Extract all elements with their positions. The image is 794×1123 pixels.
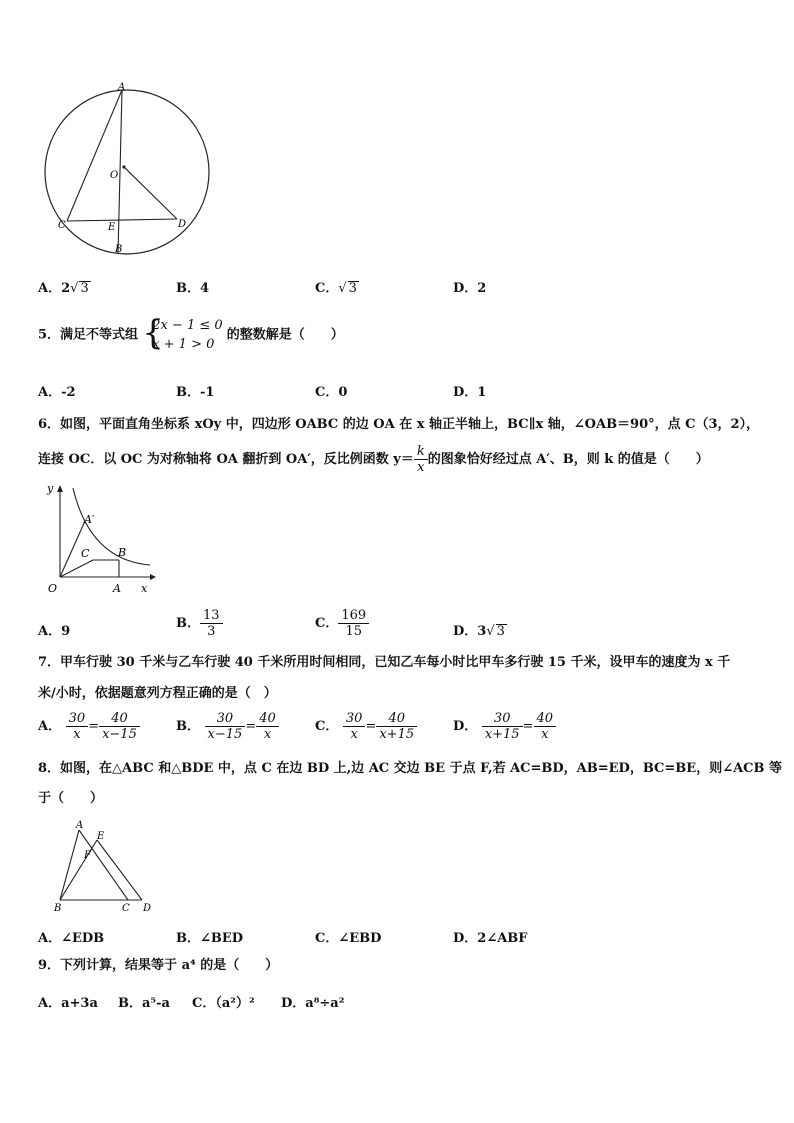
q7-option-b[interactable]: B． $\frac{30}{x-15}$ = $\frac{40}{x}$ — [176, 711, 279, 742]
label-b: B — [115, 244, 123, 255]
q6-option-a[interactable]: A．9 — [38, 624, 71, 639]
q6-line2: 连接 OC．以 OC 为对称轴将 OA 翻折到 OA′，反比例函数 y＝ $\frac{k}{x}$ 的图象恰好经过点 A′、B，则 k 的值是（ ） — [38, 444, 709, 475]
q4-option-a[interactable]: A．2√ 3 — [38, 281, 89, 296]
coordinate-figure — [35, 480, 160, 598]
circle-figure — [40, 80, 220, 260]
q8-line1: 8．如图，在△ABC 和△BDE 中，点 C 在边 BD 上,边 AC 交边 BE 于点 F,若 AC=BD，AB=ED，BC=BE，则∠ACB 等 — [38, 761, 783, 776]
label-y: y — [47, 482, 54, 495]
q8-option-c[interactable]: C．∠EBD — [315, 931, 382, 946]
label-e: E — [97, 831, 105, 842]
q7-line2: 米/小时，依据题意列方程正确的是（ ） — [38, 686, 277, 701]
label-d: D — [178, 219, 187, 230]
q9-stem: 9．下列计算，结果等于 a⁴ 的是（ ） — [38, 958, 279, 973]
label-a: A — [113, 582, 121, 595]
q9-option-c[interactable]: C．（a²）² — [192, 996, 255, 1011]
q9-option-d[interactable]: D．a⁸÷a² — [281, 996, 345, 1011]
label-a: A — [76, 820, 84, 831]
q6-line1: 6．如图，平面直角坐标系 xOy 中，四边形 OABC 的边 OA 在 x 轴正半轴上，BC∥x 轴，∠OAB＝90°，点 C（3，2）， — [38, 417, 760, 432]
q6-option-d[interactable]: D．3√ 3 — [453, 624, 505, 639]
label-c: C — [81, 547, 90, 560]
q6-option-b[interactable]: B． $\frac{13}{3}$ — [176, 608, 223, 639]
q4-option-b[interactable]: B．4 — [176, 281, 210, 296]
inequality-system: { 2x − 1 ≤ 0 x + 1 > 0 — [142, 313, 223, 353]
label-e: E — [108, 222, 116, 233]
q8-option-a[interactable]: A．∠EDB — [38, 931, 105, 946]
label-b: B — [118, 546, 127, 559]
label-c: C — [58, 220, 66, 231]
q7-option-c[interactable]: C． $\frac{30}{x}$ = $\frac{40}{x+15}$ — [315, 711, 417, 742]
label-a: A — [118, 82, 126, 93]
q5-option-b[interactable]: B．-1 — [176, 385, 215, 400]
q7-option-d[interactable]: D． $\frac{30}{x+15}$ = $\frac{40}{x}$ — [453, 711, 556, 742]
triangle-figure — [50, 818, 160, 914]
label-b: B — [54, 903, 62, 914]
q4-option-c[interactable]: C．√ 3 — [315, 281, 357, 296]
label-d: D — [143, 903, 152, 914]
q9-option-a[interactable]: A．a+3a — [38, 996, 98, 1011]
q5-stem: 5．满足不等式组 { 2x − 1 ≤ 0 x + 1 > 0 的整数解是（ ） — [38, 313, 344, 353]
label-c: C — [122, 903, 130, 914]
q8-line2: 于（ ） — [38, 791, 104, 806]
q5-option-d[interactable]: D．1 — [453, 385, 487, 400]
label-x: x — [141, 582, 148, 595]
q7-option-a[interactable]: A． $\frac{30}{x}$ = $\frac{40}{x-15}$ — [38, 711, 140, 742]
label-o: O — [48, 582, 58, 595]
label-o: O — [110, 170, 119, 181]
label-a-prime: A′ — [84, 513, 95, 526]
q7-line1: 7．甲车行驶 30 千米与乙车行驶 40 千米所用时间相同，已知乙车每小时比甲车多行驶 15 千米，设甲车的速度为 x 千 — [38, 655, 731, 670]
q6-option-c[interactable]: C． $\frac{169}{15}$ — [315, 608, 369, 639]
q5-option-c[interactable]: C．0 — [315, 385, 348, 400]
q9-option-b[interactable]: B．a⁵-a — [118, 996, 170, 1011]
label-f: F — [84, 850, 91, 861]
q8-option-b[interactable]: B．∠BED — [176, 931, 244, 946]
q8-option-d[interactable]: D．2∠ABF — [453, 931, 528, 946]
q5-option-a[interactable]: A．-2 — [38, 385, 76, 400]
q4-option-d[interactable]: D．2 — [453, 281, 487, 296]
